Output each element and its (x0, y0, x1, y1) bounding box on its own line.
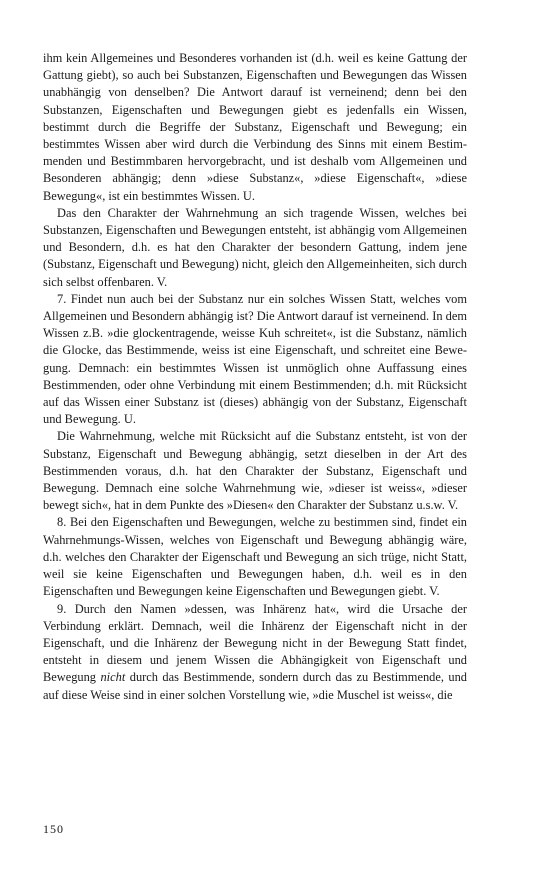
page-number: 150 (43, 822, 64, 836)
paragraph-sutra-8: 8. Bei den Eigenschaften und Bewegungen, welche zu bestimmen sind, findet ein Wahrnehmungs-Wissen, welches von Eigenschaft und Bewegung abhängig wäre, d.h. welches den Charakter der Eigenschaft und Bewegung an sich trüge, nicht Statt, weil sie keine Eigenschaften und Bewegungen haben, d.h. weil es in den Eigenschaften und Bewegungen keine Eigenschaften und Bewegungen giebt. V. (43, 515, 467, 599)
paragraph-sutra-9-text-start: 9. Durch den Namen »dessen, was Inhärenz hat«, wird die Ursache der Verbindung erklärt. Demnach, weil die Inhärenz der Eigenschaft nicht in der Eigenschaft, und die Inhärenz der Bewegung nicht in der Bewegung Statt findet, entsteht in diesem und jenem Wissen die Abhängigkeit von Eigenschaft und Bewegung (43, 601, 467, 685)
paragraph-sutra-9 (43, 601, 467, 704)
paragraph-sutra-7: 7. Findet nun auch bei der Substanz nur ein solches Wissen Statt, welches vom Allgemeinen und Besondern abhängig ist? Die Antwort darauf ist verneinend. In dem Wissen z.B. »die glockentragende, weisse Kuh schreitet«, ist die Substanz, nämlich die Glocke, das Bestimmende, weiss ist eine Eigenschaft, und schreitet eine Bewegung. Demnach: ein bestimmtes Wissen ist unmöglich ohne Auffassung eines Bestimmenden, oder ohne Verbindung mit einem Bestimmenden; d.h. mit Rücksicht auf das Wissen einer Substanz ist (dieses) abhängig von der Substanz, Eigenschaft und Bewegung. U. (43, 291, 467, 427)
paragraph-perception-knowledge: Das den Charakter der Wahrnehmung an sich tragende Wissen, welches bei Substanzen, Eigenschaften und Bewegungen entsteht, ist abhängig vom Allgemeinen und Besondern, d.h. es hat den Charakter der besondern Gattung, indem jene (Substanz, Eigenschaft und Bewegung) nicht, gleich den Allgemeinheiten, sich durch sich selbst offenbaren. V. (43, 205, 467, 289)
emphasis-word: nicht (100, 670, 126, 685)
paragraph-perception-substance: Die Wahrnehmung, welche mit Rücksicht auf die Substanz entsteht, ist von der Substanz, Eigenschaft und Bewegung abhängig, setzt dieselben in der Art des Bestimmenden voraus, d.h. hat den Charakter der Substanz, Eigenschaft und Bewegung. Demnach eine solche Wahrnehmung wie, »dieser ist weiss«, »dieser bewegt sich«, hat in dem Punkte des »Diesen« den Charakter der Substanz u.s.w. V. (43, 429, 467, 513)
paragraph-sutra-9-text-end: durch das Bestimmende, sondern durch das zu Bestimmende, und auf diese Weise sind in einer solchen Vorstellung wie, »die Muschel ist weiss«, die (43, 670, 467, 702)
paragraph-continuation: ihm kein Allgemeines und Besonderes vorhanden ist (d.h. weil es keine Gattung der Gattung giebt), so auch bei Substanzen, Eigenschaften und Bewegungen das Wissen unabhängig von denselben? Die Antwort darauf ist verneinend; denn bei den Substanzen, Eigenschaften und Bewegungen giebt es jedenfalls ein Wissen, bestimmt durch die Begriffe der Substanz, Eigenschaft und Bewegung; ein bestimmtes Wissen aber wird durch die Verbindung des Sinns mit einem Bestimmenden und Bestimmbaren hervorgebracht, und ist deshalb vom Allgemeinen und Besonderen abhängig; denn »diese Substanz«, »diese Eigenschaft«, »diese Bewegung«, ist ein bestimmtes Wissen. U. (43, 51, 467, 203)
page-body (43, 50, 467, 704)
